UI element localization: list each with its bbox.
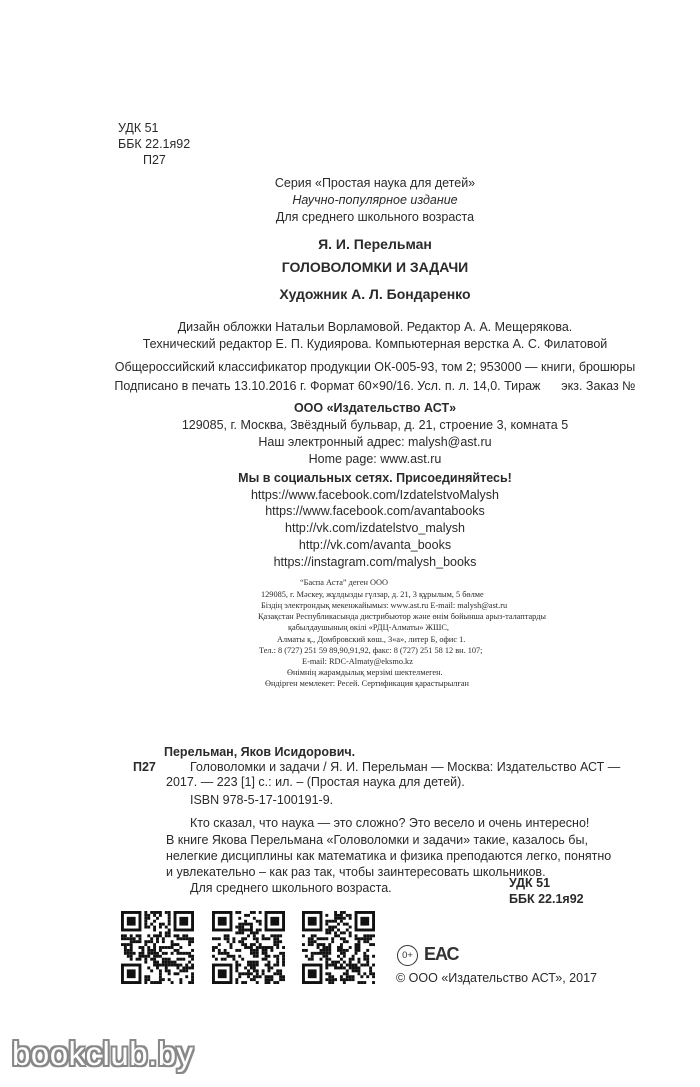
kz-line: 129085, г. Мәскеу, жұлдызды гүлзар, д. 21, 3 құрылым, 5 бөлме [261,590,484,599]
catalog-author: Перельман, Яков Исидорович. [164,745,356,759]
publisher-address: 129085, г. Москва, Звёздный бульвар, д. 21, строение 3, комната 5 [181,418,569,432]
social-link[interactable]: https://www.facebook.com/IzdatelstvoMalysh [250,488,500,502]
qr-code-1 [121,911,194,984]
annotation-line: нелегкие дисциплины как математика и физика преподаются легко, понятно [166,849,612,863]
catalog-sign: П27 [133,760,156,774]
qr-code-2 [212,911,285,984]
kz-line: “Баспа Аста” деген ООО [300,578,389,587]
catalog-bbk: ББК 22.1я92 [509,892,584,906]
catalog-isbn: ISBN 978-5-17-100191-9. [190,793,334,807]
catalog-line-1: Головоломки и задачи / Я. И. Перельман — Москва: Издательство АСТ — [190,760,621,774]
qr-code-3 [302,911,375,984]
kz-line: Өндірген мемлекет: Ресей. Сертификация қарастырылған [265,679,469,688]
illustrator: Художник А. Л. Бондаренко [279,286,471,302]
print-info: Подписано в печать 13.10.2016 г. Формат 60×90/16. Усл. п. л. 14,0. Тираж экз. Заказ № [114,379,636,393]
social-link[interactable]: http://vk.com/avanta_books [298,538,452,552]
annotation-line: и увлекательно – как раз так, чтобы заинтересовать школьников. [166,865,546,879]
annotation-line: В книге Якова Перельмана «Головоломки и задачи» такие, казалось бы, [166,833,588,847]
classifier: Общероссийский классификатор продукции ОК-005-93, том 2; 953000 — книги, брошюры [114,360,636,374]
series-name: Серия «Простая наука для детей» [274,176,476,190]
kz-line: Өнімнің жарамдылық мерзімі шектелмеген. [287,668,443,677]
publisher-name: ООО «Издательство АСТ» [293,401,457,415]
copyright: © ООО «Издательство АСТ», 2017 [396,971,597,985]
book-title: ГОЛОВОЛОМКИ И ЗАДАЧИ [281,259,469,275]
social-heading: Мы в социальных сетях. Присоединяйтесь! [238,471,512,485]
social-link[interactable]: https://www.facebook.com/avantabooks [265,504,485,518]
kz-line: E-mail: RDC-Almaty@eksmo.kz [302,657,413,666]
credits-line-2: Технический редактор Е. П. Кудиярова. Компьютерная верстка А. С. Филатовой [142,337,608,351]
catalog-line-2: 2017. — 223 [1] с.: ил. – (Простая наука для детей). [166,775,465,789]
age-rating-icon: 0+ [397,945,418,966]
edition-type: Научно-популярное издание [292,193,458,207]
book-author: Я. И. Перельман [318,236,432,252]
annotation-age: Для среднего школьного возраста. [190,881,392,895]
eac-mark-icon: ЕАС [424,944,459,964]
watermark-logo: bookclub.by [12,1035,194,1072]
kz-line: Біздің электрондық мекенжайымыз: www.ast.ru E-mail: malysh@ast.ru [261,601,508,610]
credits-line-1: Дизайн обложки Натальи Ворламовой. Редактор А. А. Мещерякова. [177,320,573,334]
kz-line: қабылдаушының өкілі «РДЦ-Алматы» ЖШС, [288,623,449,632]
catalog-udk: УДК 51 [509,876,551,890]
kz-line: Қазақстан Республикасында дистрибьютор және өнім бойынша арыз-талаптарды [258,612,546,621]
annotation-line: Кто сказал, что наука — это сложно? Это весело и очень интересно! [190,816,590,830]
publisher-homepage: Home page: www.ast.ru [308,452,442,466]
udk-code: УДК 51 [118,121,159,135]
social-link[interactable]: https://instagram.com/malysh_books [273,555,477,569]
bbk-code: ББК 22.1я92 [118,137,191,151]
social-link[interactable]: http://vk.com/izdatelstvo_malysh [285,521,465,535]
kz-line: Алматы қ., Домбровский көш., 3«а», литер Б, офис 1. [277,635,466,644]
kz-line: Тел.: 8 (727) 251 59 89,90,91,92, факс: 8 (727) 251 58 12 вн. 107; [259,646,483,655]
age-group: Для среднего школьного возраста [275,210,475,224]
publisher-email: Наш электронный адрес: malysh@ast.ru [258,435,492,449]
author-sign: П27 [143,153,166,167]
